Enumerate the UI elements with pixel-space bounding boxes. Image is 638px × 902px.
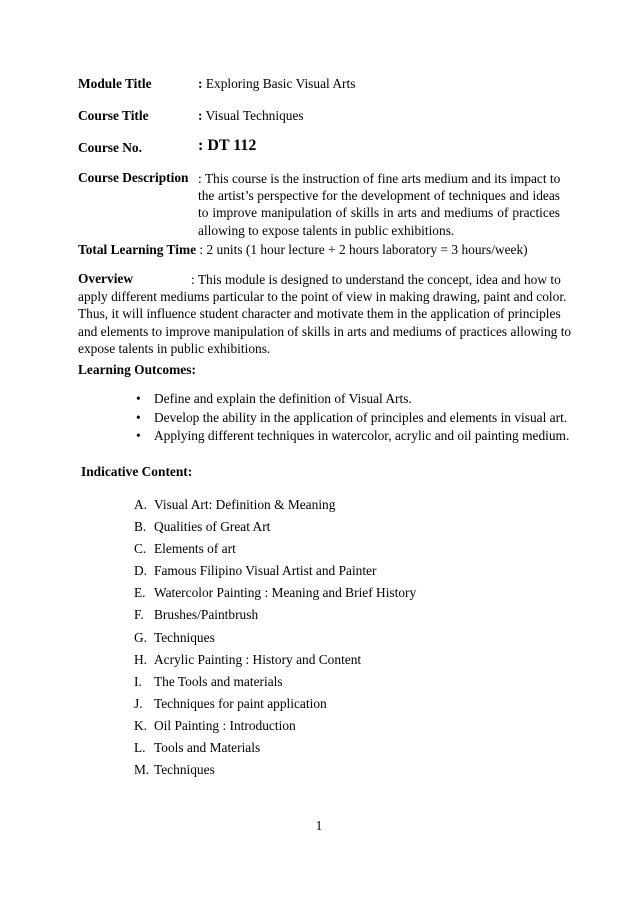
list-item <box>134 759 416 781</box>
list-item <box>134 494 416 516</box>
list-item <box>134 715 416 737</box>
list-item <box>134 693 416 715</box>
list-item-text: Techniques <box>154 629 215 645</box>
list-item <box>134 627 416 649</box>
list-item-text: Techniques <box>154 762 215 778</box>
bullet-icon: • <box>136 428 141 443</box>
module-title-label: Module Title <box>78 76 152 91</box>
course-title-colon: : <box>198 108 203 123</box>
course-title-label: Course Title <box>78 108 149 123</box>
bullet-icon: • <box>136 409 141 425</box>
list-item-text: Brushes/Paintbrush <box>154 607 259 623</box>
list-letter: D. <box>134 563 148 579</box>
list-item-text: Elements of art <box>154 541 236 557</box>
list-item <box>136 409 569 428</box>
course-description-label: Course Description <box>78 170 189 185</box>
list-item <box>136 427 569 446</box>
overview-line: Thus, it will influence student character and motivate them in the application of principles <box>78 306 561 322</box>
course-description-line: allowing to expose talents in public exhibitions. <box>198 222 455 238</box>
course-no-label: Course No. <box>78 140 142 155</box>
list-item <box>134 560 416 582</box>
list-item <box>136 390 569 409</box>
total-learning-time-value: : 2 units (1 hour lecture + 2 hours laboratory = 3 hours/week) <box>196 242 528 257</box>
list-item <box>134 582 416 604</box>
list-letter: H. <box>134 651 148 667</box>
module-title-text: Exploring Basic Visual Arts <box>202 76 356 91</box>
list-letter: B. <box>134 519 147 535</box>
learning-outcomes-list <box>136 390 569 446</box>
list-item-text: Qualities of Great Art <box>154 519 271 535</box>
course-description-text <box>198 170 560 239</box>
list-letter: E. <box>134 585 146 601</box>
list-item <box>134 604 416 626</box>
total-learning-time <box>78 241 528 258</box>
page-number: 1 <box>315 818 323 833</box>
overview-line: expose talents in public exhibitions. <box>78 340 271 356</box>
total-learning-time-label: Total Learning Time <box>78 242 197 257</box>
course-description-line: to improve manipulation of skills in arts and mediums of practices <box>198 205 560 221</box>
list-item-text: Acrylic Painting : History and Content <box>154 651 362 667</box>
course-description-line: : This course is the instruction of fine arts medium and its impact to <box>198 171 561 186</box>
list-letter: L. <box>134 740 146 756</box>
course-no-value: : DT 112 <box>198 137 257 154</box>
overview-text <box>78 271 572 357</box>
overview-line: and elements to improve manipulation of skills in arts and mediums of practices allowing to <box>78 323 572 339</box>
list-letter: F. <box>134 607 144 623</box>
course-title-text: Visual Techniques <box>202 108 304 123</box>
list-item <box>134 737 416 759</box>
learning-outcome-text: Define and explain the definition of Visual Arts. <box>154 391 412 406</box>
indicative-content-list <box>134 494 416 781</box>
list-letter: I. <box>134 673 142 689</box>
list-item <box>134 516 416 538</box>
list-letter: K. <box>134 717 148 733</box>
list-item-text: Famous Filipino Visual Artist and Painter <box>154 563 377 579</box>
list-item-text: Techniques for paint application <box>154 695 327 711</box>
overview-line: apply different mediums particular to the point of view in making drawing, paint and color. <box>78 289 567 305</box>
indicative-content-heading: Indicative Content: <box>81 464 193 479</box>
list-item-text: The Tools and materials <box>154 673 283 689</box>
learning-outcomes-heading: Learning Outcomes: <box>78 362 196 377</box>
list-item-text: Visual Art: Definition & Meaning <box>154 497 336 512</box>
overview-label: Overview <box>78 271 134 286</box>
learning-outcome-text: Applying different techniques in watercolor, acrylic and oil painting medium. <box>154 428 570 443</box>
list-letter: G. <box>134 629 148 645</box>
overview-line: : This module is designed to understand the concept, idea and how to <box>191 272 561 287</box>
list-item-text: Oil Painting : Introduction <box>154 717 296 733</box>
list-letter: M. <box>134 762 150 778</box>
list-letter: J. <box>134 695 143 711</box>
module-title-value <box>198 76 355 92</box>
learning-outcome-text: Develop the ability in the application of principles and elements in visual art. <box>154 409 568 425</box>
course-description-line: the artist’s perspective for the development of techniques and ideas <box>198 188 560 204</box>
list-item <box>134 649 416 671</box>
list-item-text: Tools and Materials <box>154 740 261 756</box>
bullet-icon: • <box>136 391 141 406</box>
list-letter: A. <box>134 497 148 512</box>
list-item <box>134 538 416 560</box>
list-item-text: Watercolor Painting : Meaning and Brief History <box>154 585 417 601</box>
list-letter: C. <box>134 541 147 557</box>
module-title-colon: : <box>198 76 203 91</box>
course-title-value <box>198 108 304 124</box>
list-item <box>134 671 416 693</box>
